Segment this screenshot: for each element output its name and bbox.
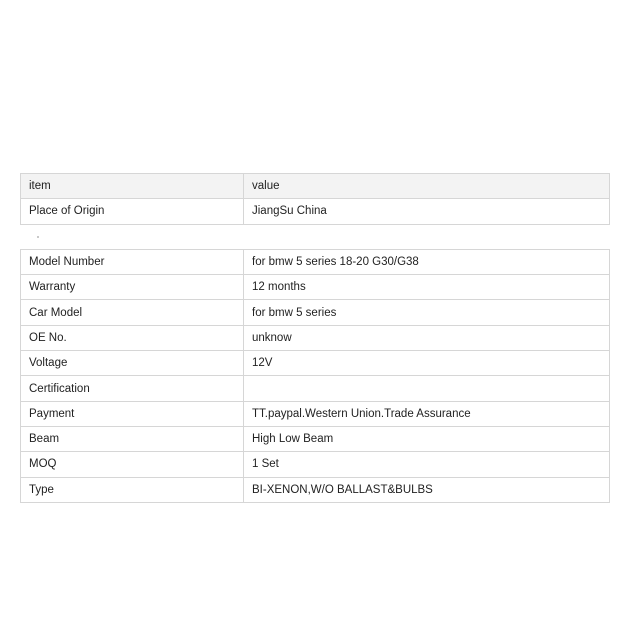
row-item-cell: OE No. — [21, 325, 244, 350]
row-value-cell: 12 months — [244, 275, 610, 300]
row-item-cell — [21, 224, 244, 249]
row-value-cell: High Low Beam — [244, 426, 610, 451]
row-value-cell: JiangSu China — [244, 199, 610, 224]
row-value-cell: for bmw 5 series — [244, 300, 610, 325]
table-row — [21, 452, 610, 477]
header-value-cell: value — [244, 174, 610, 199]
row-item-cell: Certification — [21, 376, 244, 401]
header-item-cell: item — [21, 174, 244, 199]
row-item-cell: Warranty — [21, 275, 244, 300]
row-value-cell: unknow — [244, 325, 610, 350]
row-item-cell: Voltage — [21, 351, 244, 376]
row-item-cell: Model Number — [21, 249, 244, 274]
table-row — [21, 401, 610, 426]
table-row — [21, 300, 610, 325]
table-row-blank — [21, 224, 610, 249]
table-row — [21, 199, 610, 224]
row-value-cell: for bmw 5 series 18-20 G30/G38 — [244, 249, 610, 274]
row-value-cell: TT.paypal.Western Union.Trade Assurance — [244, 401, 610, 426]
row-item-cell: Beam — [21, 426, 244, 451]
table-row — [21, 325, 610, 350]
table-row — [21, 426, 610, 451]
table-row — [21, 477, 610, 502]
table-row — [21, 275, 610, 300]
table-row — [21, 351, 610, 376]
row-value-cell — [244, 224, 610, 249]
table-row — [21, 376, 610, 401]
row-item-cell: Place of Origin — [21, 199, 244, 224]
row-item-cell: Payment — [21, 401, 244, 426]
faint-dot-mark — [37, 236, 39, 238]
table-header-row — [21, 174, 610, 199]
row-value-cell — [244, 376, 610, 401]
spec-table — [20, 173, 610, 503]
row-item-cell: MOQ — [21, 452, 244, 477]
row-item-cell: Car Model — [21, 300, 244, 325]
row-value-cell: 12V — [244, 351, 610, 376]
table-row — [21, 249, 610, 274]
row-item-cell: Type — [21, 477, 244, 502]
row-value-cell: 1 Set — [244, 452, 610, 477]
row-value-cell: BI-XENON,W/O BALLAST&BULBS — [244, 477, 610, 502]
